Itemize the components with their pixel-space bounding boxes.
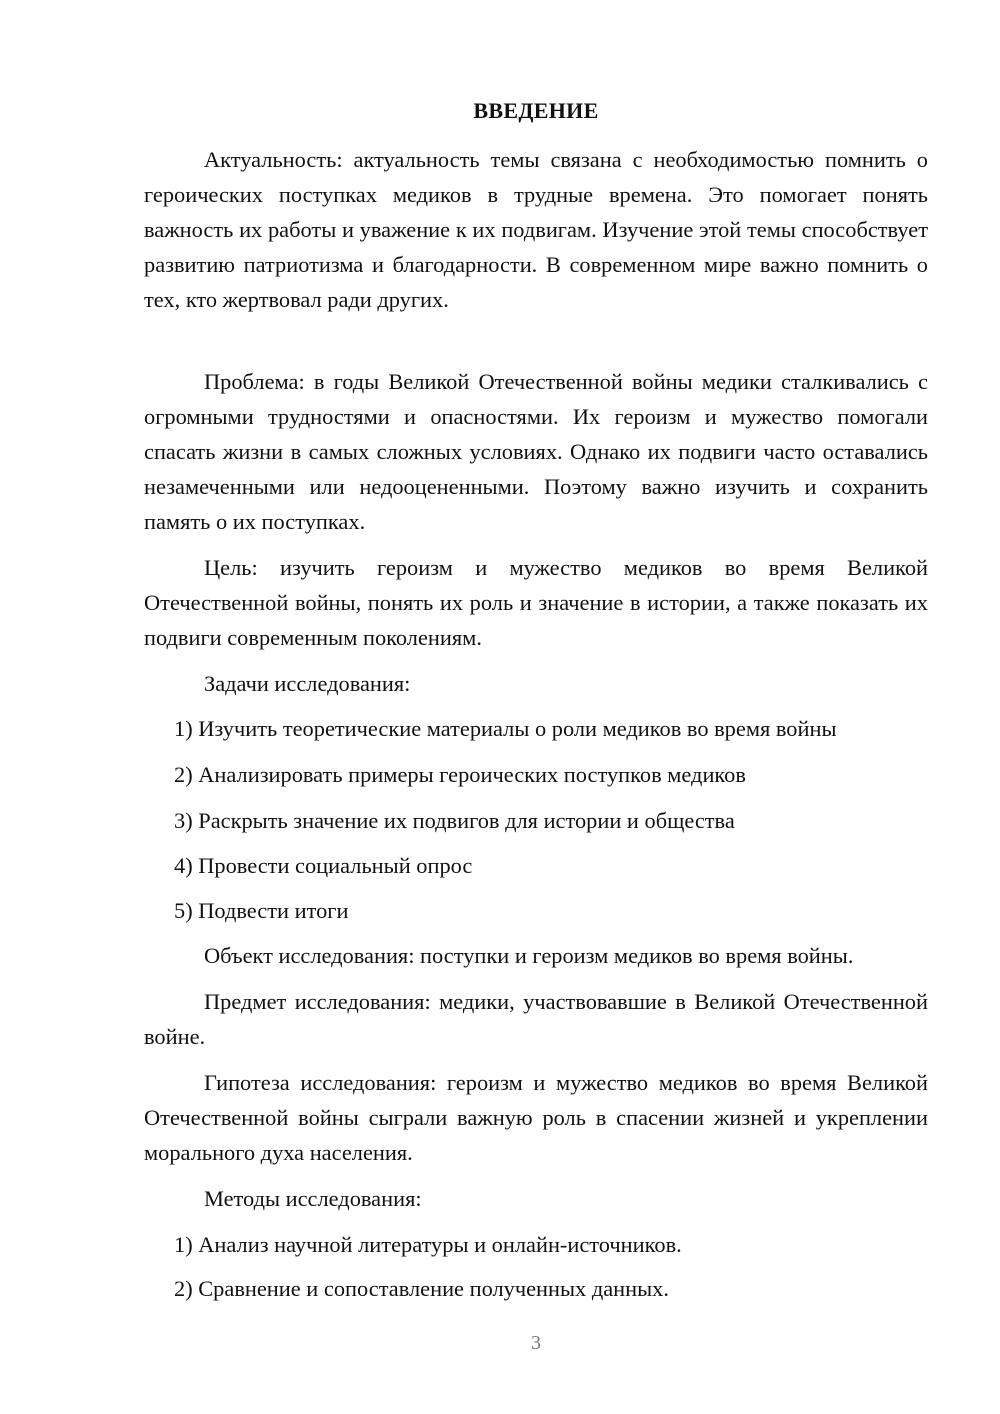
tasks-heading: Задачи исследования: bbox=[204, 671, 411, 696]
task-item-5: 5) Подвести итоги bbox=[174, 898, 349, 923]
task-item-3: 3) Раскрыть значение их подвигов для истории и общества bbox=[174, 808, 735, 833]
object-paragraph: Объект исследования: поступки и героизм медиков во время войны. bbox=[204, 943, 854, 968]
method-item-1: 1) Анализ научной литературы и онлайн-источников. bbox=[174, 1232, 682, 1257]
task-item-4: 4) Провести социальный опрос bbox=[174, 853, 473, 878]
methods-heading: Методы исследования: bbox=[204, 1186, 422, 1211]
goal-paragraph: Цель: изучить героизм и мужество медиков во время Великой Отечественной войны, понять их роль и значение в истории, а также показать их подвиги современным поколениям. bbox=[144, 555, 928, 650]
task-item-2: 2) Анализировать примеры героических поступков медиков bbox=[174, 762, 746, 787]
relevance-paragraph: Актуальность: актуальность темы связана с необходимостью помнить о героических поступках медиков в трудные времена. Это помогает понять важность их работы и уважение к их подвигам. Изучение этой темы способствует развитию патриотизма и благодарности. В современном мире важно помнить о тех, кто жертвовал ради других. bbox=[144, 147, 928, 312]
problem-paragraph: Проблема: в годы Великой Отечественной войны медики сталкивались с огромными трудностями и опасностями. Их героизм и мужество помогали спасать жизни в самых сложных условиях. Однако их подвиги часто оставались незамеченными или недооцененными. Поэтому важно изучить и сохранить память о их поступках. bbox=[144, 369, 928, 534]
hypothesis-paragraph: Гипотеза исследования: героизм и мужество медиков во время Великой Отечественной войны сыграли важную роль в спасении жизней и укреплении морального духа населения. bbox=[144, 1070, 928, 1165]
method-item-2: 2) Сравнение и сопоставление полученных данных. bbox=[174, 1276, 669, 1301]
subject-paragraph: Предмет исследования: медики, участвовавшие в Великой Отечественной войне. bbox=[144, 989, 928, 1049]
task-item-1: 1) Изучить теоретические материалы о роли медиков во время войны bbox=[174, 716, 837, 741]
page-number: 3 bbox=[531, 1332, 541, 1354]
section-title: ВВЕДЕНИЕ bbox=[473, 98, 599, 123]
